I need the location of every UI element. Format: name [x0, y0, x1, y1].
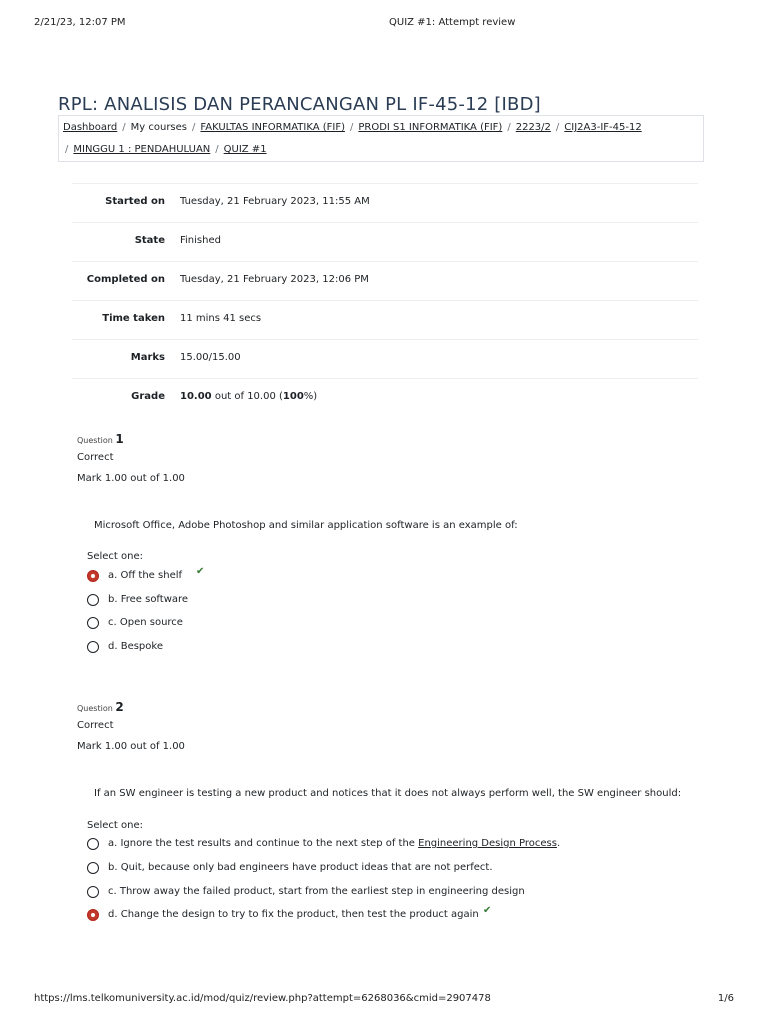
breadcrumb-program[interactable]: PRODI S1 INFORMATIKA (FIF): [358, 122, 503, 133]
breadcrumb-week[interactable]: MINGGU 1 : PENDAHULUAN: [73, 144, 211, 155]
breadcrumb-separator: /: [122, 122, 126, 133]
time-taken-label: Time taken: [102, 313, 165, 324]
print-page-title: QUIZ #1: Attempt review: [389, 17, 516, 28]
breadcrumb-faculty[interactable]: FAKULTAS INFORMATIKA (FIF): [200, 122, 345, 133]
grade-close: %): [303, 391, 318, 402]
breadcrumb-dashboard[interactable]: Dashboard: [63, 122, 118, 133]
question-mark: Mark 1.00 out of 1.00: [77, 473, 185, 484]
question-1-text: Microsoft Office, Adobe Photoshop and similar application software is an example of:: [94, 520, 518, 531]
completed-on-label: Completed on: [86, 274, 165, 285]
check-icon: ✔: [483, 905, 492, 916]
question-label: Question: [77, 704, 113, 713]
breadcrumb-separator: /: [555, 122, 560, 133]
breadcrumb-separator: /: [507, 122, 511, 133]
answer-label: d. Change the design to try to fix the product, then test the product again: [108, 909, 479, 920]
grade-label: Grade: [131, 391, 165, 402]
started-on-label: Started on: [105, 196, 165, 207]
summary-row-started: [72, 183, 698, 222]
grade-score: 10.00: [180, 391, 212, 402]
time-taken-value: 11 mins 41 secs: [180, 313, 262, 324]
answer-label: c. Open source: [108, 617, 183, 628]
breadcrumb-term[interactable]: 2223/2: [515, 122, 551, 133]
marks-value: 15.00/15.00: [180, 352, 241, 363]
marks-label: Marks: [130, 352, 165, 363]
breadcrumb-course-code[interactable]: CIJ2A3-IF-45-12: [564, 122, 642, 133]
answer-label: d. Bespoke: [108, 641, 163, 652]
state-value: Finished: [180, 235, 221, 246]
answer-label: [108, 838, 560, 850]
grade-value: [180, 391, 317, 402]
question-status: Correct: [77, 720, 114, 731]
radio-empty-icon[interactable]: [87, 838, 99, 850]
select-one-label: Select one:: [87, 551, 144, 562]
question-number: [77, 700, 124, 714]
question-2-text: If an SW engineer is testing a new product and notices that it does not always perform well, the SW engineer should:: [94, 788, 682, 799]
breadcrumb-separator: /: [215, 144, 219, 155]
question-mark: Mark 1.00 out of 1.00: [77, 741, 185, 752]
state-label: State: [134, 235, 165, 246]
question-number-value: 2: [115, 700, 124, 714]
grade-out-of: out of 10.00 (: [211, 391, 283, 402]
answer-text: a. Ignore the test results and continue to the next step of the: [108, 838, 419, 849]
attempt-summary-table: [72, 183, 698, 417]
breadcrumb-separator: /: [192, 122, 196, 133]
summary-row-grade: [72, 378, 698, 417]
breadcrumb-my-courses: My courses: [130, 122, 188, 133]
radio-empty-icon[interactable]: [87, 886, 99, 898]
summary-row-time: [72, 300, 698, 339]
radio-empty-icon[interactable]: [87, 641, 99, 653]
radio-empty-icon[interactable]: [87, 617, 99, 629]
print-page-number: 1/6: [717, 993, 734, 1004]
answer-label: b. Free software: [108, 594, 189, 605]
radio-empty-icon[interactable]: [87, 594, 99, 606]
radio-selected-icon[interactable]: [87, 909, 99, 921]
summary-row-state: [72, 222, 698, 261]
answer-label: b. Quit, because only bad engineers have product ideas that are not perfect.: [108, 862, 493, 873]
print-footer: [34, 993, 734, 1007]
answer-label: a. Off the shelf: [108, 570, 183, 581]
answer-label: c. Throw away the failed product, start from the earliest step in engineering design: [108, 886, 525, 897]
check-icon: ✔: [196, 566, 205, 577]
summary-row-marks: [72, 339, 698, 378]
summary-row-completed: [72, 261, 698, 300]
answer-text-end: .: [556, 838, 561, 849]
breadcrumb: [58, 115, 704, 162]
breadcrumb-separator: /: [349, 122, 354, 133]
radio-selected-icon[interactable]: [87, 570, 99, 582]
breadcrumb-quiz[interactable]: QUIZ #1: [223, 144, 267, 155]
print-date: 2/21/23, 12:07 PM: [34, 17, 126, 28]
started-on-value: Tuesday, 21 February 2023, 11:55 AM: [180, 196, 370, 207]
engineering-design-process-link[interactable]: Engineering Design Process: [418, 838, 557, 849]
select-one-label: Select one:: [87, 820, 144, 831]
grade-percent: 100: [282, 391, 304, 402]
question-label: Question: [77, 436, 113, 445]
radio-empty-icon[interactable]: [87, 862, 99, 874]
course-title: RPL: ANALISIS DAN PERANCANGAN PL IF-45-12 [IBD]: [58, 94, 541, 115]
question-number: [77, 432, 124, 446]
print-url: https://lms.telkomuniversity.ac.id/mod/quiz/review.php?attempt=6268036&cmid=2907478: [34, 993, 491, 1004]
breadcrumb-separator: /: [65, 144, 69, 155]
print-header: [34, 17, 734, 31]
question-number-value: 1: [115, 432, 124, 446]
completed-on-value: Tuesday, 21 February 2023, 12:06 PM: [180, 274, 369, 285]
question-status: Correct: [77, 452, 114, 463]
